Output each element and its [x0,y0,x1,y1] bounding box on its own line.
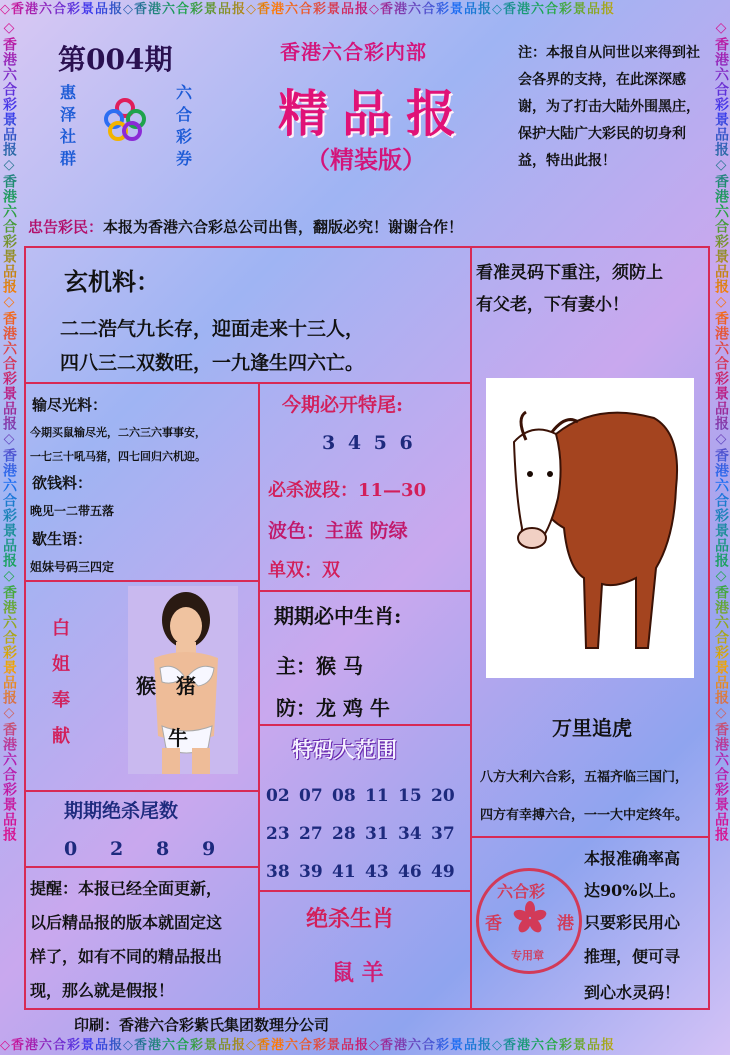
zodiac-heading: 期期必中生肖: [274,604,402,628]
tails-kill-n4: 9 [202,838,216,860]
range-number: 11 [365,786,389,806]
club-left-2: 泽 [60,105,77,124]
frame-right-text: ◇香港六合彩景品报◇香港六合彩景品报◇香港六合彩景品报◇香港六合彩景品报◇香港六合彩景品报◇香港六合彩景品报 [712,20,730,1035]
girl-overlay-2: 猪 [176,674,196,698]
range-heading: 特码大范围 [292,737,397,762]
right-top-line-2: 有父老，下有妻小！ [476,295,629,315]
mystery-line-1: 二二浩气九长存，迎面走来十三人， [60,318,365,340]
frame-bottom-text: ◇香港六合彩景品报◇香港六合彩景品报◇香港六合彩景品报◇香港六合彩景品报◇香港六合彩景品报 [0,1037,730,1055]
range-number: 08 [332,786,356,806]
tails-kill-n3: 8 [156,838,170,860]
club-left-3: 社 [60,127,77,146]
range-number: 49 [431,862,455,882]
wave-color: 波色：主蓝 防绿 [268,520,408,542]
publisher-note: 注：本报自从问世以来得到社会各界的支持，在此深深感谢，为了打击大陆外围黑庄，保护大陆广大彩民的切身利益，特出此报！ [518,45,700,169]
girl-side-2: 姐 [52,654,70,675]
tails-kill-heading: 期期绝杀尾数 [64,800,179,822]
accuracy-line-2: 达90%以上。 [584,881,686,900]
grid-divider-girl [24,790,260,792]
grid-divider-zodiac [258,724,472,726]
girl-side-1: 白 [52,618,70,639]
range-number: 20 [431,786,455,806]
girl-side-4: 献 [52,726,70,747]
grid-divider-range [258,890,472,892]
cow-image-frame [486,378,694,678]
tiger-line-1: 八方大利六合彩，五福齐临三国门， [480,770,689,785]
club-right-2: 合 [176,105,193,124]
org-title: 香港六合彩内部 [280,40,427,64]
range-number: 23 [266,824,290,844]
club-right-1: 六 [176,83,193,102]
warning-label: 忠告彩民： [28,218,104,236]
riddle-text-3: 姐妹号码三四定 [30,560,115,574]
cow-illustration [486,378,694,678]
grid-divider-tails [24,866,260,868]
club-right-3: 彩 [176,127,193,146]
reminder-line-4: 现，那么就是假报！ [30,981,175,1000]
range-number: 39 [299,862,323,882]
edition-label: （精装版） [306,145,426,174]
grid-divider-tiger [470,836,710,838]
stamp-bottom: 专用章 [511,949,544,962]
grid-divider-vertical-right [470,246,472,1010]
frame-top-text: ◇香港六合彩景品报◇香港六合彩景品报◇香港六合彩景品报◇香港六合彩景品报◇香港六合彩景品报 [0,0,730,20]
printer-credit: 印刷：香港六合彩紫氏集团数理分公司 [74,1016,330,1034]
reminder-line-1: 提醒：本报已经全面更新， [30,879,223,898]
mystery-line-2: 四八三二双数旺，一九逢生四六亡。 [60,352,365,374]
grid-divider-riddles [24,580,260,582]
riddle-text-2: 晚见一二带五落 [30,504,115,518]
club-left-4: 群 [60,149,77,168]
accuracy-line-4: 推理，便可寻 [584,947,681,966]
grid-divider-vertical-mid [258,382,260,1008]
girl-overlay-1: 猴 [136,674,156,698]
range-number: 46 [398,862,422,882]
paper-title: 精品报 [278,84,470,143]
range-number: 07 [299,786,323,806]
riddle-text-1a: 今期买鼠输尽光，二六三六事事安， [30,426,206,439]
stamp-left: 香 [485,914,502,934]
range-number: 28 [332,824,356,844]
range-number: 34 [398,824,422,844]
kill-zodiac-text: 鼠 羊 [332,960,384,986]
riddle-heading-1: 输尽光料： [32,396,108,414]
range-number: 43 [365,862,389,882]
frame-left-text: ◇香港六合彩景品报◇香港六合彩景品报◇香港六合彩景品报◇香港六合彩景品报◇香港六合彩景品报◇香港六合彩景品报 [0,20,18,1035]
mystery-heading: 玄机料： [64,267,160,296]
range-number: 41 [332,862,356,882]
warning-text: 本报为香港六合彩总公司出售，翻版必究！谢谢合作！ [103,218,464,236]
range-number: 15 [398,786,422,806]
tails-kill-n1: 0 [64,838,78,860]
range-number: 27 [299,824,323,844]
special-tails: 3 4 5 6 [322,432,416,454]
range-number: 38 [266,862,290,882]
zodiac-main: 主：猴 马 [276,654,363,678]
range-number: 02 [266,786,290,806]
tiger-heading: 万里追虎 [552,716,632,740]
girl-side-3: 奉 [52,690,70,711]
accuracy-line-1: 本报准确率高 [584,849,681,868]
grid-divider-mystery [24,382,472,384]
lottery-logo [102,96,148,142]
range-number: 31 [365,824,389,844]
kill-zodiac-heading: 绝杀生肖 [306,906,395,932]
riddle-text-1b: 一七三十吼马猪，四七回归六机迎。 [30,450,206,463]
reminder-line-2: 以后精品报的版本就固定这 [30,913,223,932]
riddle-heading-2: 欲钱料： [32,474,93,492]
club-right-4: 券 [176,149,193,168]
club-left-1: 惠 [60,83,77,102]
kill-wave-range: 必杀波段：11—30 [268,480,427,501]
odd-even: 单双：双 [268,560,340,581]
tails-kill-n2: 2 [110,838,124,860]
range-number: 37 [431,824,455,844]
accuracy-line-5: 到心水灵码！ [584,983,681,1002]
stamp-right: 港 [557,914,574,934]
stamp-top: 六合彩 [497,882,546,901]
zodiac-guard: 防：龙 鸡 牛 [276,696,390,720]
bauhinia-icon [513,901,547,935]
special-heading: 今期必开特尾: [282,394,404,416]
stamp-seal [476,868,582,974]
grid-divider-special [258,590,472,592]
riddle-heading-3: 歇生语： [32,530,93,548]
reminder-line-3: 样了，如有不同的精品报出 [30,947,223,966]
right-top-line-1: 看准灵码下重注，须防上 [476,263,663,283]
issue-number: 第004期 [58,43,173,76]
tiger-line-2: 四方有幸搏六合，一一大中定终年。 [480,808,689,823]
accuracy-line-3: 只要彩民用心 [584,913,681,932]
warning-line [28,216,463,237]
girl-overlay-3: 牛 [168,726,188,750]
